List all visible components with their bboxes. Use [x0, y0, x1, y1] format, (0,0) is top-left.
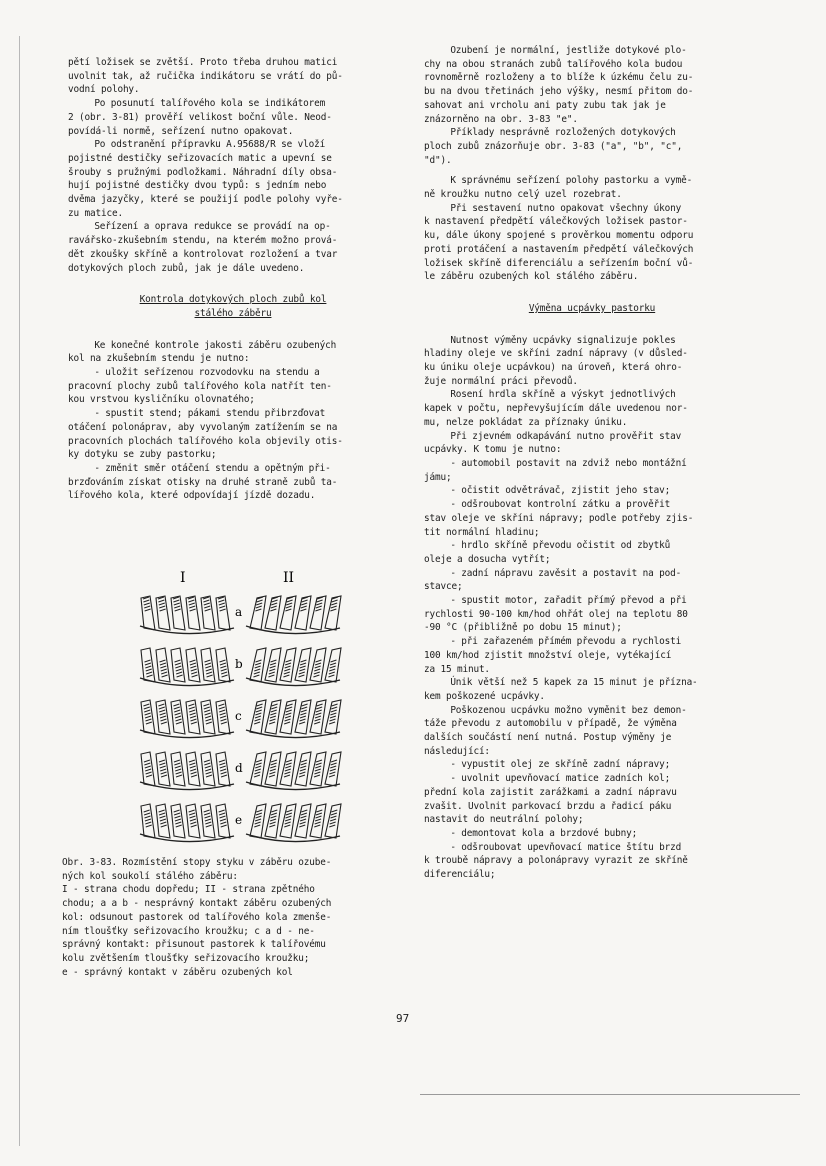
text-line: ploch zubů znázorňuje obr. 3-83 ("a", "b", "c", [424, 140, 683, 152]
text-line: 100 km/hod zjistit množství oleje, vytékající [424, 649, 672, 661]
right-paragraph-3 [424, 174, 760, 201]
text-line: ky dotyku se zuby pastorku; [68, 449, 217, 461]
text-line: - spustit motor, zařadit přímý převod a při [450, 595, 687, 607]
text-line: zvašit. Uvolnit parkovací brzdu a řadicí páku [424, 800, 672, 812]
gear-tooth [280, 648, 296, 682]
gear-teeth-b-reverse [246, 648, 341, 686]
right-paragraph-6 [424, 388, 760, 429]
gear-tooth [216, 752, 230, 786]
gear-tooth [141, 804, 155, 838]
text-line: rovnoměrně rozloženy a to blíže k úzkému čelu zu- [424, 72, 694, 84]
gear-tooth [216, 596, 230, 630]
row-label-c: c [235, 709, 242, 723]
text-line: kem poškozené ucpávky. [424, 690, 545, 702]
list-item [424, 841, 760, 882]
contact-patch [158, 597, 166, 611]
text-line: kol na zkušebním stendu je nutno: [68, 353, 250, 365]
gear-tooth [280, 752, 296, 786]
text-line: ku úniku oleje ucpávkou) na úroveň, která ohro- [424, 362, 683, 374]
contact-patch [159, 810, 167, 827]
text-line: přední kola zajistit zarážkami a zadní nápravu [424, 786, 677, 798]
gear-tooth [156, 804, 170, 838]
caption-line: ných kol soukolí stálého záběru: [62, 870, 238, 882]
text-line: otáčení polonáprav, aby vyvolaným zatížením se na [68, 421, 338, 433]
text-line: dotykových ploch zubů, jak je dále uvedeno. [68, 262, 305, 274]
text-line: - očistit odvětrávač, zjistit jeho stav; [450, 485, 671, 497]
right-paragraph-8 [424, 676, 760, 703]
caption-line: chodu; a a b - nesprávný kontakt záběru ozubených [62, 898, 332, 910]
list-item [424, 827, 760, 841]
contact-patch [219, 810, 227, 827]
text-line: hují pojistné destičky dvou typů: s jedním nebo [68, 180, 327, 192]
gear-teeth-b-forward [140, 648, 234, 686]
contact-patch [205, 660, 213, 677]
text-line: brzďováním získat otisky na druhé straně zubů ta- [68, 476, 338, 488]
text-line: proti protáčení a nastavením předpětí válečkových [424, 243, 694, 255]
text-line: le záběru ozubených kol stálého záběru. [424, 271, 639, 283]
text-line: ložisek skříně diferenciálu a seřízením boční vů- [424, 257, 694, 269]
text-line: "d"). [424, 154, 452, 166]
gear-tooth [201, 804, 215, 838]
gear-tooth [141, 596, 155, 630]
contact-patch [188, 597, 196, 611]
heading-line: Kontrola dotykových ploch zubů kol [139, 294, 327, 306]
gear-tooth [265, 752, 281, 786]
page-edge-line [19, 36, 20, 1146]
row-label-b: b [235, 657, 243, 671]
contact-patch [189, 760, 197, 777]
text-line: - hrdlo skříně převodu očistit od zbytků [450, 540, 671, 552]
text-line: uvolnit tak, až ručička indikátoru se vrátí do pů- [68, 70, 343, 82]
checklist-replacement [424, 758, 760, 881]
contact-patch [204, 760, 212, 777]
gear-tooth [156, 596, 170, 630]
gear-tooth [325, 804, 341, 838]
list-item [424, 484, 760, 498]
text-line: Po odstranění přípravku A.95688/R se vloží [94, 139, 326, 151]
left-paragraph-3 [68, 220, 398, 275]
gear-tooth [171, 752, 185, 786]
text-line: hladiny oleje ve skříni zadní nápravy (v důsled- [424, 348, 688, 360]
caption-line: kolu zvětšením tloušťky seřizovacího kroužku; [62, 952, 310, 964]
gear-tooth [325, 648, 341, 682]
text-line: 2 (obr. 3-81) prověří velikost boční vůle. Neod- [68, 111, 332, 123]
contact-patch [159, 760, 167, 777]
text-line: sahovat ani vrcholu ani paty zubu tak jak je [424, 99, 666, 111]
row-label-a: a [235, 605, 243, 619]
text-line: - demontovat kola a brzdové bubny; [450, 827, 638, 839]
gear-tooth [250, 804, 266, 838]
right-paragraph-2 [424, 126, 760, 167]
caption-line: správný kontakt: přisunout pastorek k talířovému [62, 939, 326, 951]
right-paragraph-9 [424, 704, 760, 759]
text-line: ně kroužku nutno celý uzel rozebrat. [424, 189, 622, 201]
text-line: K správnému seřízení polohy pastorku a vymě- [450, 175, 693, 187]
text-line: - vypustit olej ze skříně zadní nápravy; [450, 759, 671, 771]
row-label-e: e [235, 813, 243, 827]
row-label-d: d [235, 761, 243, 775]
text-line: Únik větší než 5 kapek za 15 minut je přízna- [450, 677, 698, 689]
text-line: povídá-li normě, seřízení nutno opakovat. [68, 125, 294, 137]
gear-tooth [201, 596, 215, 630]
gear-tooth [325, 752, 341, 786]
text-line: kou vrstvou kysličníku olovnatého; [68, 394, 255, 406]
list-item [68, 462, 398, 503]
column-label-reverse: II [283, 570, 295, 586]
gear-tooth-diagram [120, 568, 360, 848]
contact-patch [160, 660, 168, 677]
text-line: Ozubení je normální, jestliže dotykové plo- [450, 45, 687, 56]
text-line: lířového kola, které odpovídají jízdě dozadu. [68, 490, 316, 502]
contact-patch [173, 597, 181, 611]
right-paragraph-4 [424, 202, 760, 284]
text-line: k troubě nápravy a polonápravy vyrazit ze skříně [424, 855, 688, 867]
gear-tooth [171, 804, 185, 838]
text-line: dět zkoušky skříně a kontrolovat rozložení a tvar [68, 248, 338, 260]
text-line: znázorněno na obr. 3-83 "e". [424, 113, 578, 125]
text-line: -90 °C (přibližně po dobu 15 minut); [424, 622, 622, 634]
text-line: kapek v počtu, nepřevyšujícím dále uvedenou nor- [424, 403, 688, 415]
gear-teeth-a-reverse [246, 596, 341, 634]
text-line: Ke konečné kontrole jakosti záběru ozubených [94, 339, 337, 351]
contact-patch [175, 660, 183, 677]
text-line: Při zjevném odkapávání nutno prověřit stav [450, 430, 682, 442]
text-line: - uvolnit upevňovací matice zadních kol; [450, 773, 671, 785]
right-paragraph-5 [424, 334, 760, 389]
text-line: pracovních plochách talířového kola objevily otis- [68, 435, 343, 447]
text-line: ucpávky. K tomu je nutno: [424, 444, 562, 456]
list-item [424, 594, 760, 635]
gear-contact-figure [120, 568, 360, 848]
figure-caption [62, 856, 392, 979]
text-line: následující: [424, 745, 490, 757]
left-paragraph-4 [68, 339, 398, 366]
text-line: táže převodu z automobilu v případě, že výměna [424, 718, 677, 730]
left-column [68, 56, 398, 503]
caption-line: e - správný kontakt v záběru ozubených kol [62, 966, 293, 978]
gear-tooth [265, 648, 281, 682]
text-line: chy na obou stranách zubů talířového kola budou [424, 58, 683, 70]
gear-tooth [156, 752, 170, 786]
caption-line: I - strana chodu dopředu; II - strana zpětného [62, 884, 315, 896]
text-line: stav oleje ve skříni nápravy; podle potřeby zjis- [424, 512, 694, 524]
page-number: 97 [396, 1012, 410, 1025]
gear-teeth-d-reverse [246, 752, 341, 790]
text-line: Nutnost výměny ucpávky signalizuje pokles [450, 334, 676, 346]
gear-tooth [295, 804, 311, 838]
contact-patch [174, 810, 182, 827]
contact-patch [204, 810, 212, 827]
list-item [424, 498, 760, 539]
heading-line: stálého záběru [194, 307, 272, 319]
gear-tooth [310, 752, 326, 786]
text-line: - spustit stend; pákami stendu přibrzďovat [94, 408, 326, 420]
text-line: mu, nelze pokládat za příznaky úniku. [424, 416, 628, 428]
gear-tooth [250, 752, 266, 786]
gear-teeth-e-forward [140, 804, 234, 842]
text-line: zu matice. [68, 207, 123, 219]
text-line: ku, dále úkony spojené s prověrkou momentu odporu [424, 230, 694, 242]
checklist-seal [424, 457, 760, 676]
gear-tooth [310, 648, 326, 682]
text-line: žuje normální práci převodů. [424, 375, 578, 387]
left-paragraph-intro [68, 56, 398, 97]
contact-patch [190, 660, 198, 677]
gear-tooth [310, 804, 326, 838]
gear-tooth [295, 752, 311, 786]
list-item [424, 772, 760, 827]
text-line: Poškozenou ucpávku možno vyměnit bez demon- [450, 704, 687, 716]
gear-tooth [201, 752, 215, 786]
contact-patch [220, 660, 228, 677]
text-line: šrouby s pružnými podložkami. Náhradní díly obsa- [68, 166, 338, 178]
left-paragraph-1 [68, 97, 398, 138]
gear-teeth-c-forward [140, 700, 234, 738]
text-line: vodní polohy. [68, 84, 140, 96]
text-line: rychlosti 90-100 km/hod ohřát olej na teplotu 80 [424, 608, 688, 620]
gear-tooth [186, 752, 200, 786]
gear-teeth-d-forward [140, 752, 234, 790]
right-paragraph-1 [424, 44, 760, 126]
gear-tooth [186, 804, 200, 838]
gear-tooth [186, 596, 200, 630]
contact-patch [203, 597, 211, 611]
caption-line: Obr. 3-83. Rozmístění stopy styku v záběru ozube- [62, 857, 332, 868]
text-line: za 15 minut. [424, 663, 490, 675]
text-line: - změnit směr otáčení stendu a opětným při- [94, 462, 331, 474]
contact-patch [143, 597, 151, 611]
contact-patch [218, 597, 226, 611]
text-line: - při zařazeném přímém převodu a rychlosti [450, 636, 682, 648]
text-line: jámu; [424, 471, 452, 483]
gear-teeth-e-reverse [246, 804, 341, 842]
text-line: Seřízení a oprava redukce se provádí na op- [94, 221, 331, 233]
text-line: Rosení hrdla skříně a výskyt jednotlivých [450, 389, 676, 401]
text-line: pracovní plochy zubů talířového kola natřít ten- [68, 380, 332, 392]
contact-patch [174, 760, 182, 777]
contact-patch [144, 810, 152, 827]
text-line: nastavit do neutrální polohy; [424, 814, 584, 826]
gear-tooth [141, 752, 155, 786]
section-heading-contact-check [68, 293, 398, 320]
gear-teeth-a-forward [140, 596, 234, 634]
text-line: Při sestavení nutno opakovat všechny úkony [450, 202, 682, 214]
list-item [68, 407, 398, 462]
list-item [424, 635, 760, 676]
text-line: - odšroubovat kontrolní zátku a prověřit [450, 499, 671, 511]
right-column [424, 44, 760, 882]
caption-line: ním tloušťky seřizovacího kroužku; c a d - ne- [62, 925, 315, 937]
list-item [424, 567, 760, 594]
text-line: pojistné destičky seřizovacích matic a upevní se [68, 152, 332, 164]
list-item [424, 539, 760, 566]
gear-tooth [295, 648, 311, 682]
text-line: bu na dvou třetinách jeho výšky, nesmí přitom do- [424, 86, 694, 98]
text-line: - uložit seřízenou rozvodovku na stendu a [94, 367, 320, 379]
contact-patch [189, 810, 197, 827]
text-line: dvěma jazyčky, které se použijí podle polohy vyře- [68, 194, 343, 206]
text-line: Příklady nesprávně rozložených dotykových [450, 127, 676, 139]
gear-tooth [216, 804, 230, 838]
list-item [424, 758, 760, 772]
text-line: stavce; [424, 581, 463, 593]
gear-teeth-c-reverse [246, 700, 341, 738]
text-line: Po posunutí talířového kola se indikátorem [94, 98, 326, 110]
section-heading-seal-replacement: Výměna ucpávky pastorku [528, 302, 656, 314]
text-line: - automobil postavit na zdviž nebo montážní [450, 457, 687, 469]
text-line: dalších součástí není nutná. Postup výměny je [424, 732, 672, 744]
right-paragraph-7 [424, 430, 760, 457]
text-line: - zadní nápravu zavěsit a postavit na pod- [450, 567, 682, 579]
contact-patch [219, 760, 227, 777]
list-item [68, 366, 398, 407]
text-line: k nastavení předpětí válečkových ložisek pastor- [424, 216, 688, 228]
text-line: diferenciálu; [424, 869, 496, 881]
text-line: pětí ložisek se zvětší. Proto třeba druhou matici [68, 57, 338, 68]
gear-tooth [265, 804, 281, 838]
text-line: - odšroubovat upevňovací matice štítu brzd [450, 841, 682, 853]
text-line: tit normální hladinu; [424, 526, 540, 538]
gear-tooth [250, 648, 266, 682]
bottom-rule-line [420, 1094, 800, 1095]
text-line: oleje a dosucha vytřít; [424, 553, 551, 565]
caption-line: kol: odsunout pastorek od talířového kola zmenše- [62, 911, 332, 923]
text-line: ravářsko-zkušebním stendu, na kterém možno prová- [68, 235, 338, 247]
list-item [424, 457, 760, 484]
contact-patch [144, 760, 152, 777]
gear-tooth [171, 596, 185, 630]
gear-tooth [280, 804, 296, 838]
column-label-forward: I [180, 570, 186, 586]
left-paragraph-2 [68, 138, 398, 220]
contact-patch [145, 660, 153, 677]
